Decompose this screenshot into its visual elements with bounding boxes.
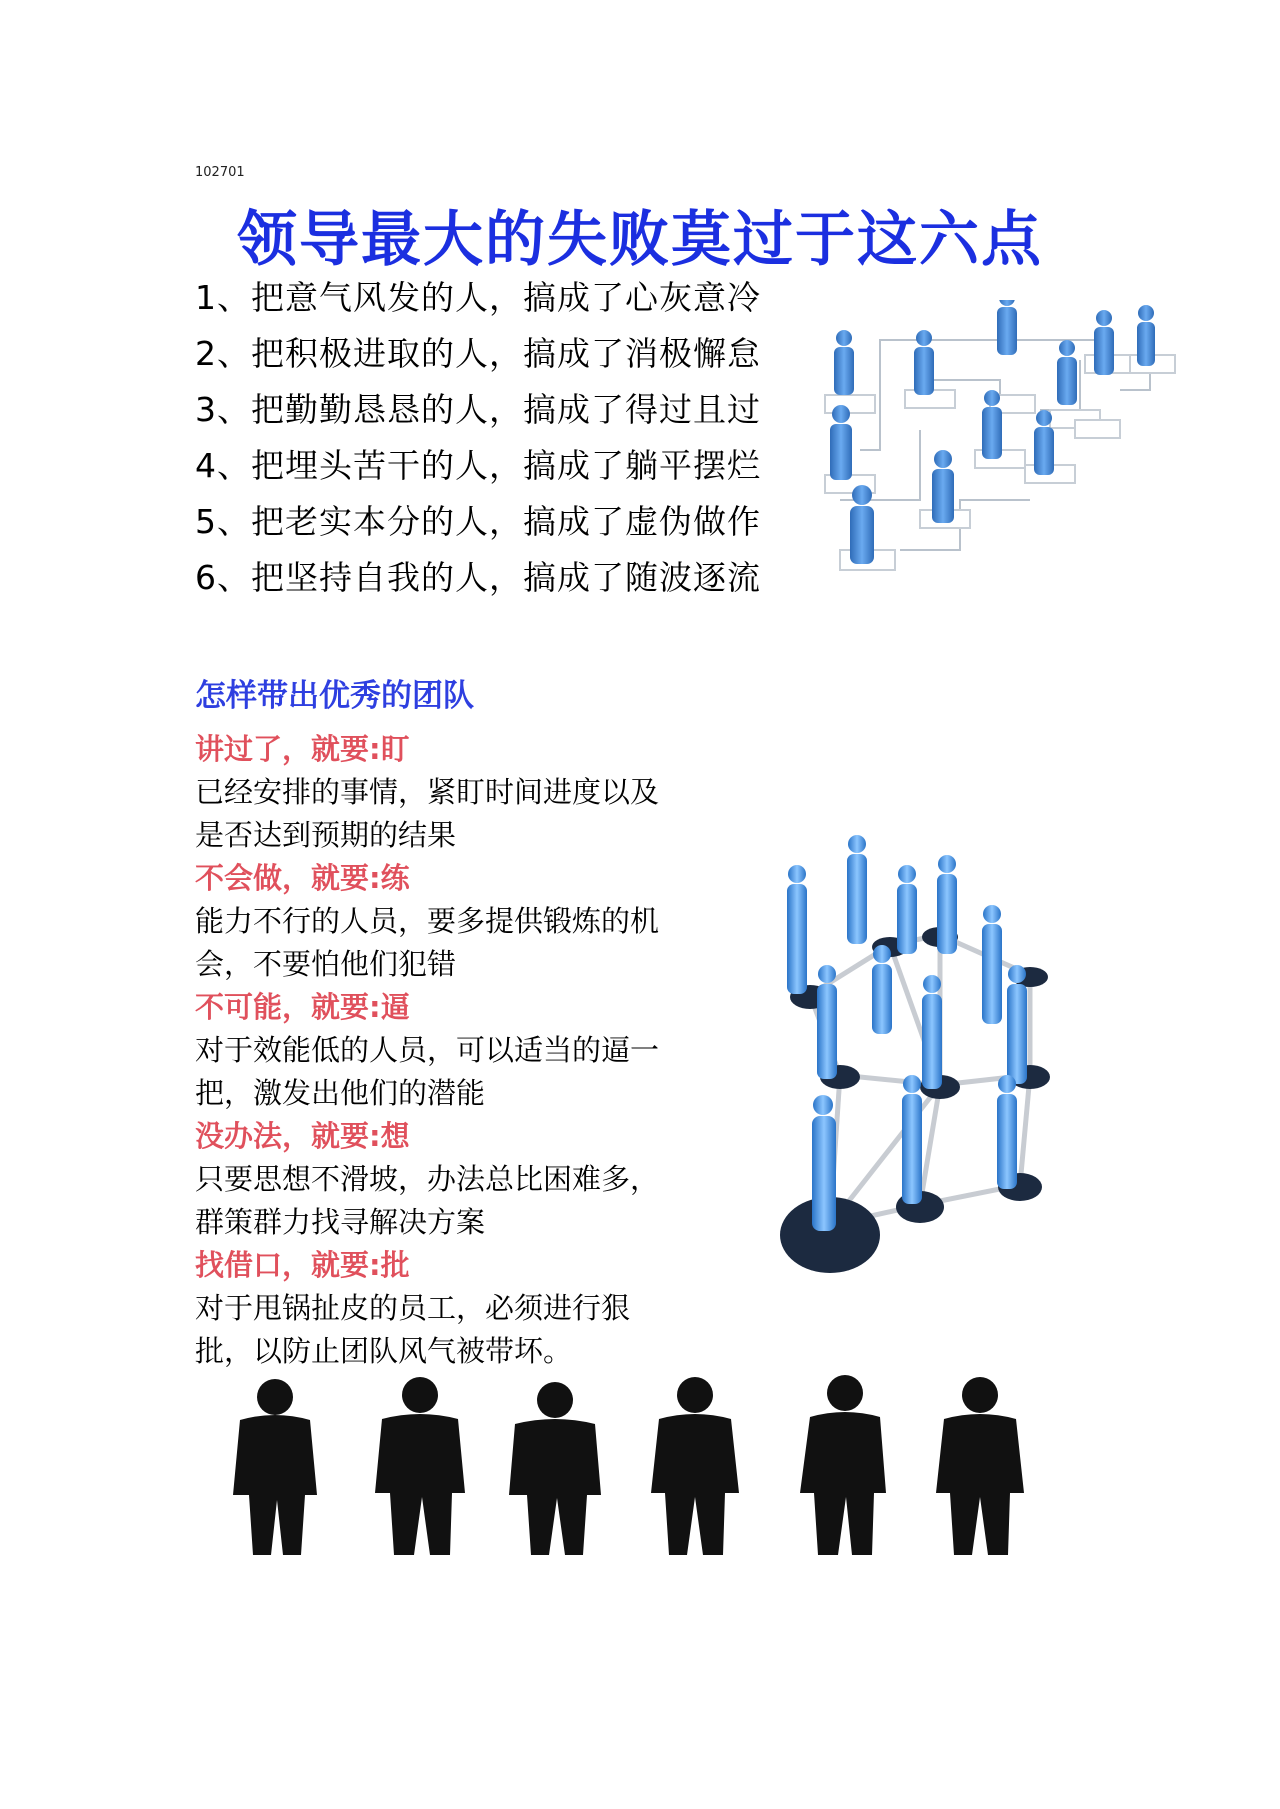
list-item: 3、把勤勤恳恳的人，搞成了得过且过 bbox=[195, 390, 761, 429]
tip-heading: 没办法，就要:想 bbox=[195, 1119, 410, 1153]
failure-points-list bbox=[195, 270, 761, 606]
tip-heading: 不可能，就要:逼 bbox=[195, 990, 410, 1024]
tip-body: 能力不行的人员，要多提供锻炼的机会，不要怕他们犯错 bbox=[195, 904, 660, 981]
list-item: 1、把意气风发的人，搞成了心灰意冷 bbox=[195, 278, 761, 317]
document-id: 102701 bbox=[195, 165, 245, 180]
list-item: 4、把埋头苦干的人，搞成了躺平摆烂 bbox=[195, 446, 761, 485]
tip-body: 已经安排的事情，紧盯时间进度以及是否达到预期的结果 bbox=[195, 775, 660, 852]
tip-body: 对于甩锅扯皮的员工，必须进行狠批，以防止团队风气被带坏。 bbox=[195, 1291, 631, 1368]
team-tips bbox=[195, 728, 735, 1373]
tip-body: 只要思想不滑坡，办法总比困难多，群策群力找寻解决方案 bbox=[195, 1162, 660, 1239]
section-title: 怎样带出优秀的团队 bbox=[195, 678, 474, 714]
tip-heading: 找借口，就要:批 bbox=[195, 1248, 410, 1282]
org-chart-illustration bbox=[820, 300, 1180, 630]
tip-heading: 讲过了，就要:盯 bbox=[195, 732, 410, 766]
list-item: 5、把老实本分的人，搞成了虚伪做作 bbox=[195, 502, 761, 541]
people-silhouettes-illustration bbox=[205, 1375, 1085, 1565]
team-network-illustration bbox=[740, 825, 1080, 1315]
tip-body: 对于效能低的人员，可以适当的逼一把，激发出他们的潜能 bbox=[195, 1033, 660, 1110]
page-title: 领导最大的失败莫过于这六点 bbox=[237, 205, 1043, 275]
tip-heading: 不会做，就要:练 bbox=[195, 861, 410, 895]
list-item: 6、把坚持自我的人，搞成了随波逐流 bbox=[195, 558, 761, 597]
list-item: 2、把积极进取的人，搞成了消极懈怠 bbox=[195, 334, 761, 373]
